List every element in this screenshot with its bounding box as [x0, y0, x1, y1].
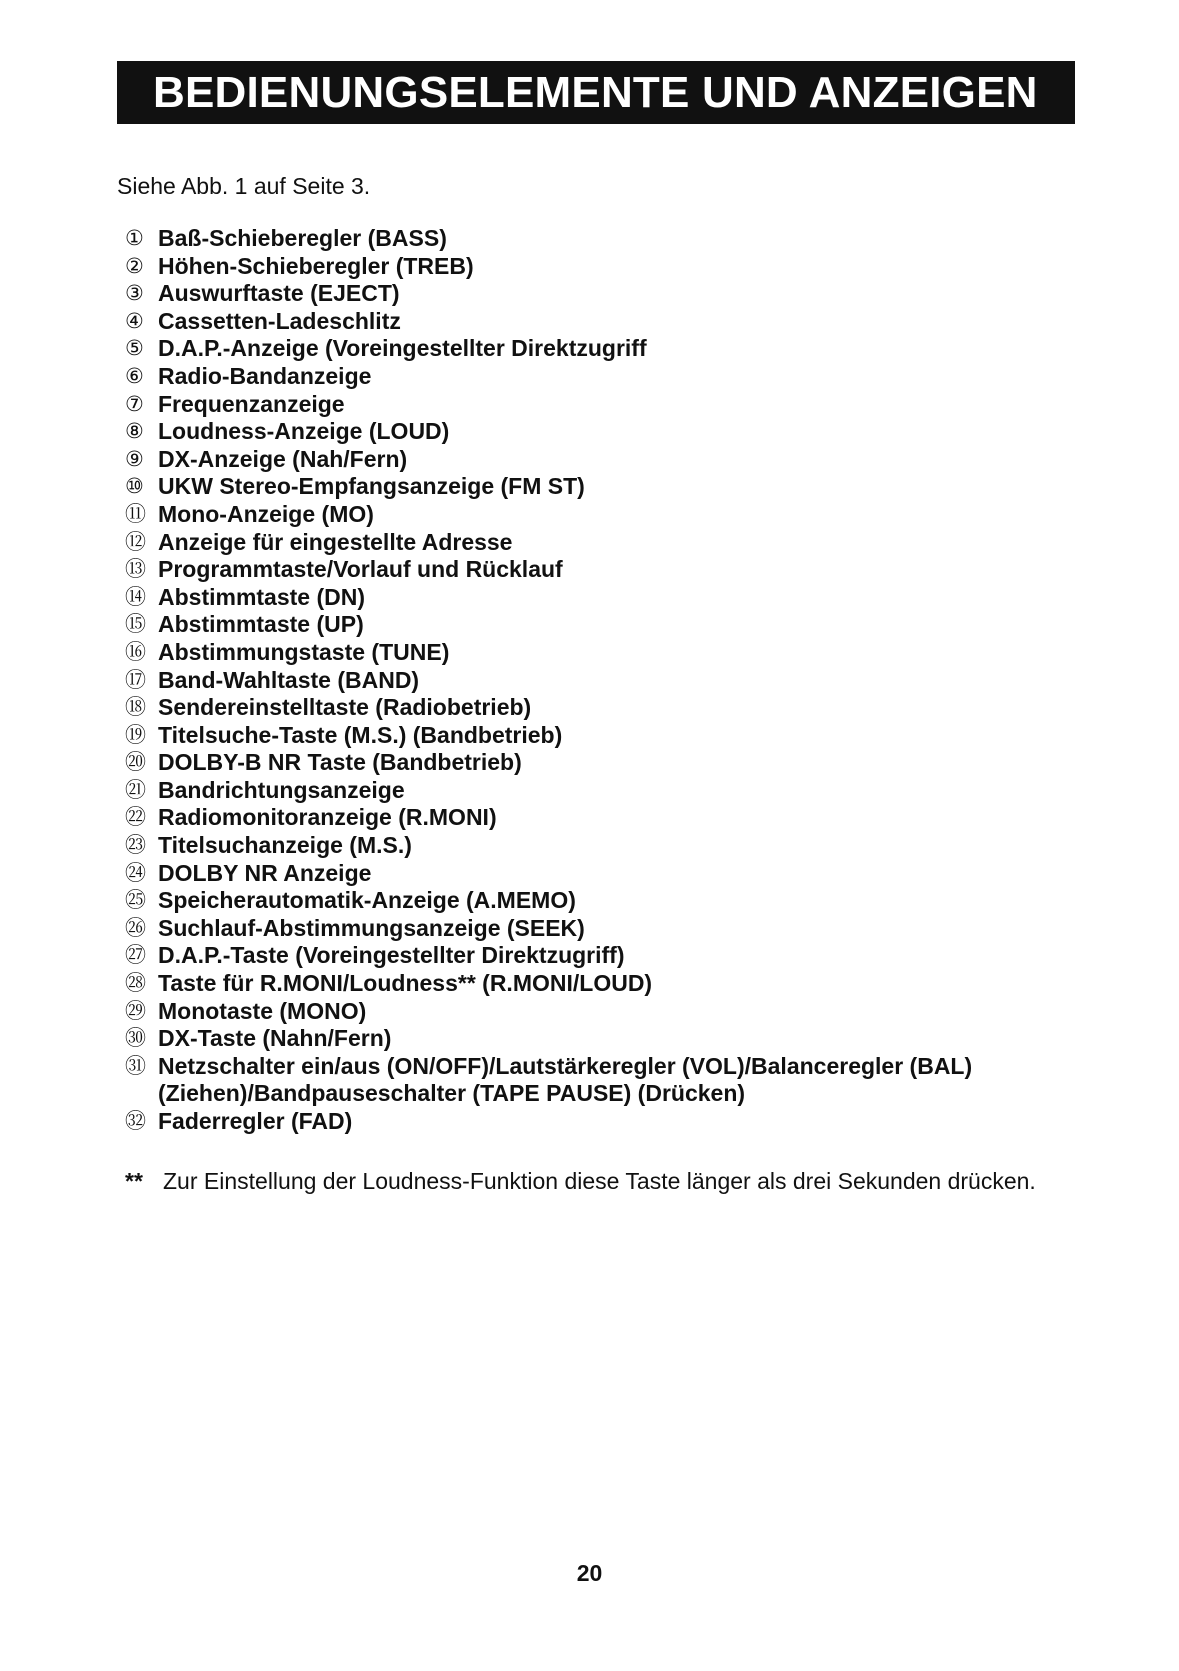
list-item [125, 529, 1085, 557]
item-label: Mono-Anzeige (MO) [158, 500, 374, 527]
item-label: Monotaste (MONO) [158, 997, 367, 1024]
list-item [125, 915, 1085, 943]
item-label: Auswurftaste (EJECT) [158, 280, 400, 307]
list-item [125, 832, 1085, 860]
list-item [125, 280, 1085, 308]
item-number: ⑮ [125, 612, 146, 637]
item-number: ㉕ [125, 888, 146, 913]
item-number: ㉛ [125, 1053, 146, 1078]
controls-list [125, 225, 1085, 1136]
item-label: Radiomonitoranzeige (R.MONI) [158, 804, 497, 831]
list-item [125, 308, 1085, 336]
item-label: UKW Stereo-Empfangsanzeige (FM ST) [158, 473, 585, 500]
item-label: Suchlauf-Abstimmungsanzeige (SEEK) [158, 914, 585, 941]
item-number: ⑩ [125, 474, 144, 499]
item-number: ① [125, 226, 144, 250]
item-number: ㉑ [125, 777, 146, 802]
item-label: Abstimmtaste (UP) [158, 611, 364, 638]
list-item [125, 1108, 1085, 1136]
item-label: Abstimmtaste (DN) [158, 583, 366, 610]
item-label: Titelsuchanzeige (M.S.) [158, 832, 412, 859]
list-item [125, 391, 1085, 419]
item-label: Band-Wahltaste (BAND) [158, 666, 420, 693]
list-item [125, 253, 1085, 281]
footnote [125, 1166, 1036, 1196]
item-number: ⑧ [125, 419, 144, 444]
item-number: ⑤ [125, 336, 144, 361]
list-item [125, 942, 1085, 970]
list-item [125, 556, 1085, 584]
list-item [125, 749, 1085, 777]
item-label: Baß-Schieberegler (BASS) [158, 225, 447, 251]
list-item [125, 446, 1085, 474]
item-number: ⑬ [125, 557, 146, 582]
list-item [125, 363, 1085, 391]
item-label: Programmtaste/Vorlauf und Rücklauf [158, 556, 563, 583]
item-number: ㉗ [125, 943, 146, 968]
list-item [125, 501, 1085, 529]
list-item [125, 998, 1085, 1026]
item-number: ⑨ [125, 446, 144, 471]
item-label: Netzschalter ein/aus (ON/OFF)/Lautstärkeregler (VOL)/Balanceregler (BAL) (Ziehen)/Bandpauseschalter (TAPE PAUSE) (Drücken) [158, 1052, 973, 1107]
footnote-text: Zur Einstellung der Loudness-Funktion diese Taste länger als drei Sekunden drücken. [163, 1168, 1036, 1194]
list-item [125, 1025, 1085, 1053]
item-label: DOLBY NR Anzeige [158, 859, 372, 886]
item-label: Loudness-Anzeige (LOUD) [158, 418, 450, 445]
item-number: ⑱ [125, 695, 146, 720]
item-label: Speicherautomatik-Anzeige (A.MEMO) [158, 887, 576, 914]
item-number: ⑭ [125, 584, 146, 609]
item-number: ⑪ [125, 501, 146, 526]
item-label: Titelsuche-Taste (M.S.) (Bandbetrieb) [158, 721, 563, 748]
item-number: ㉓ [125, 833, 146, 858]
item-label: Anzeige für eingestellte Adresse [158, 528, 513, 555]
item-number: ⑲ [125, 722, 146, 747]
item-label: DOLBY-B NR Taste (Bandbetrieb) [158, 749, 522, 776]
footnote-mark: ** [125, 1168, 143, 1194]
item-number: ③ [125, 281, 144, 306]
list-item [125, 473, 1085, 501]
item-number: ㉜ [125, 1109, 146, 1133]
item-label: Abstimmungstaste (TUNE) [158, 638, 450, 665]
list-item [125, 804, 1085, 832]
item-number: ⑦ [125, 391, 144, 416]
list-item [125, 335, 1085, 363]
list-item [125, 611, 1085, 639]
list-item [125, 667, 1085, 695]
item-number: ㉒ [125, 805, 146, 830]
item-label: D.A.P.-Anzeige (Voreingestellter Direktzugriff [158, 335, 647, 362]
list-item [125, 887, 1085, 915]
item-label: Sendereinstelltaste (Radiobetrieb) [158, 694, 532, 721]
item-label: DX-Taste (Nahn/Fern) [158, 1025, 392, 1052]
item-label: Faderregler (FAD) [158, 1108, 353, 1134]
page-title: BEDIENUNGSELEMENTE UND ANZEIGEN [153, 68, 1038, 117]
item-number: ㉚ [125, 1026, 146, 1051]
item-number: ㉘ [125, 971, 146, 996]
list-item [125, 970, 1085, 998]
intro-text: Siehe Abb. 1 auf Seite 3. [117, 173, 371, 199]
item-number: ⑫ [125, 529, 146, 554]
item-number: ㉔ [125, 860, 146, 885]
list-item [125, 777, 1085, 805]
list-item [125, 860, 1085, 888]
list-item [125, 694, 1085, 722]
item-label: D.A.P.-Taste (Voreingestellter Direktzugriff) [158, 942, 625, 969]
item-number: ㉙ [125, 998, 146, 1023]
item-label: Taste für R.MONI/Loudness** (R.MONI/LOUD) [158, 970, 653, 997]
item-number: ⑳ [125, 750, 146, 775]
item-label: Cassetten-Ladeschlitz [158, 307, 401, 334]
item-label: Höhen-Schieberegler (TREB) [158, 252, 474, 279]
list-item [125, 584, 1085, 612]
item-label: Frequenzanzeige [158, 390, 345, 417]
page-number: 20 [576, 1560, 603, 1586]
item-label: Bandrichtungsanzeige [158, 776, 405, 803]
list-item [125, 1053, 1085, 1108]
list-item [125, 639, 1085, 667]
item-label: DX-Anzeige (Nah/Fern) [158, 445, 408, 472]
item-number: ㉖ [125, 915, 146, 940]
item-number: ⑥ [125, 363, 144, 388]
list-item [125, 418, 1085, 446]
item-number: ⑰ [125, 667, 146, 692]
item-number: ⑯ [125, 639, 146, 664]
list-item [125, 225, 1085, 253]
list-item [125, 722, 1085, 750]
item-number: ④ [125, 308, 144, 333]
item-number: ② [125, 253, 144, 278]
item-label: Radio-Bandanzeige [158, 362, 372, 389]
